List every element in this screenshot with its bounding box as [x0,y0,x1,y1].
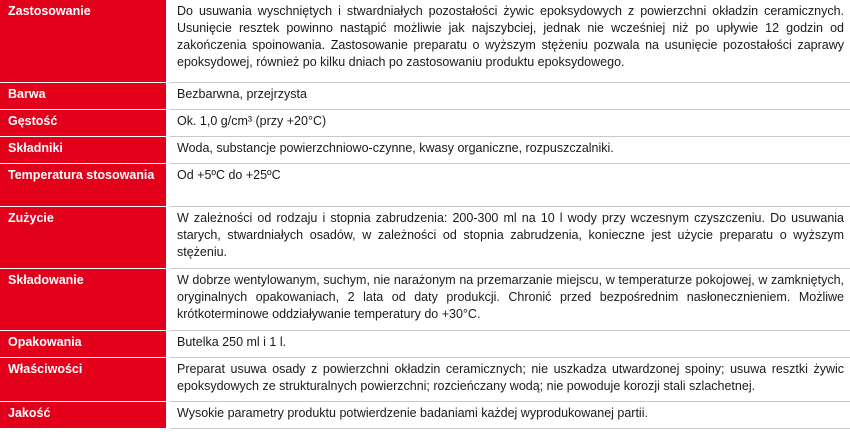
row-label-opakowania: Opakowania [0,330,168,357]
row-value-barwa: Bezbarwna, przejrzysta [168,82,850,109]
row-value-skladniki: Woda, substancje powierzchniowo-czynne, kwasy organiczne, rozpuszczalniki. [168,136,850,163]
row-value-zastosowanie: Do usuwania wyschniętych i stwardniałych pozostałości żywic epoksydowych z powierzchni okładzin ceramicznych. Usunięcie resztek powinno nastąpić możliwie jak najszybciej, jednak nie wcześniej niż po upływie 12 godzin od zakończenia spoinowania. Zastosowanie preparatu o wyższym stężeniu pozwala na usunięcie pozostałości zaprawy epoksydowej, również po kilku dniach po zastosowaniu produktu epoksydowego. [168,0,850,82]
row-label-skladowanie: Składowanie [0,268,168,330]
row-value-gestosc: Ok. 1,0 g/cm³ (przy +20°C) [168,109,850,136]
row-label-temperatura: Temperatura stosowania [0,163,168,206]
row-value-zuzycie: W zależności od rodzaju i stopnia zabrudzenia: 200-300 ml na 10 l wody przy wczesnym czyszczeniu. Do usuwania starych, stwardniałych osadów, w zależności od stopnia zabrudzenia, konieczne jest użycie preparatu o wyższym stężeniu. [168,206,850,268]
row-label-barwa: Barwa [0,82,168,109]
row-label-zastosowanie: Zastosowanie [0,0,168,82]
row-value-jakosc: Wysokie parametry produktu potwierdzenie badaniami każdej wyprodukowanej partii. [168,401,850,428]
row-label-jakosc: Jakość [0,401,168,428]
row-label-gestosc: Gęstość [0,109,168,136]
row-value-wlasciwosci: Preparat usuwa osady z powierzchni okładzin ceramicznych; nie uszkadza utwardzonej spoiny; usuwa resztki żywic epoksydowych ze strukturalnych powierzchni; rozcieńczany wodą; nie powoduje korozji stali szlachetnej. [168,357,850,401]
table-row [0,330,850,357]
table-row [0,0,850,82]
row-label-zuzycie: Zużycie [0,206,168,268]
table-row [0,206,850,268]
table-row [0,401,850,428]
row-label-skladniki: Składniki [0,136,168,163]
table-row [0,357,850,401]
table-row [0,268,850,330]
table-row [0,163,850,206]
table-row [0,82,850,109]
table-row [0,136,850,163]
row-label-wlasciwosci: Właściwości [0,357,168,401]
row-value-opakowania: Butelka 250 ml i 1 l. [168,330,850,357]
table-row [0,109,850,136]
row-value-temperatura: Od +5ºC do +25ºC [168,163,850,206]
row-value-skladowanie: W dobrze wentylowanym, suchym, nie narażonym na przemarzanie miejscu, w temperaturze pokojowej, w zamkniętych, oryginalnych opakowaniach, 2 lata od daty produkcji. Chronić przed bezpośrednim nasłonecznieniem. Możliwe krótkoterminowe oddziaływanie temperatury do +30°C. [168,268,850,330]
